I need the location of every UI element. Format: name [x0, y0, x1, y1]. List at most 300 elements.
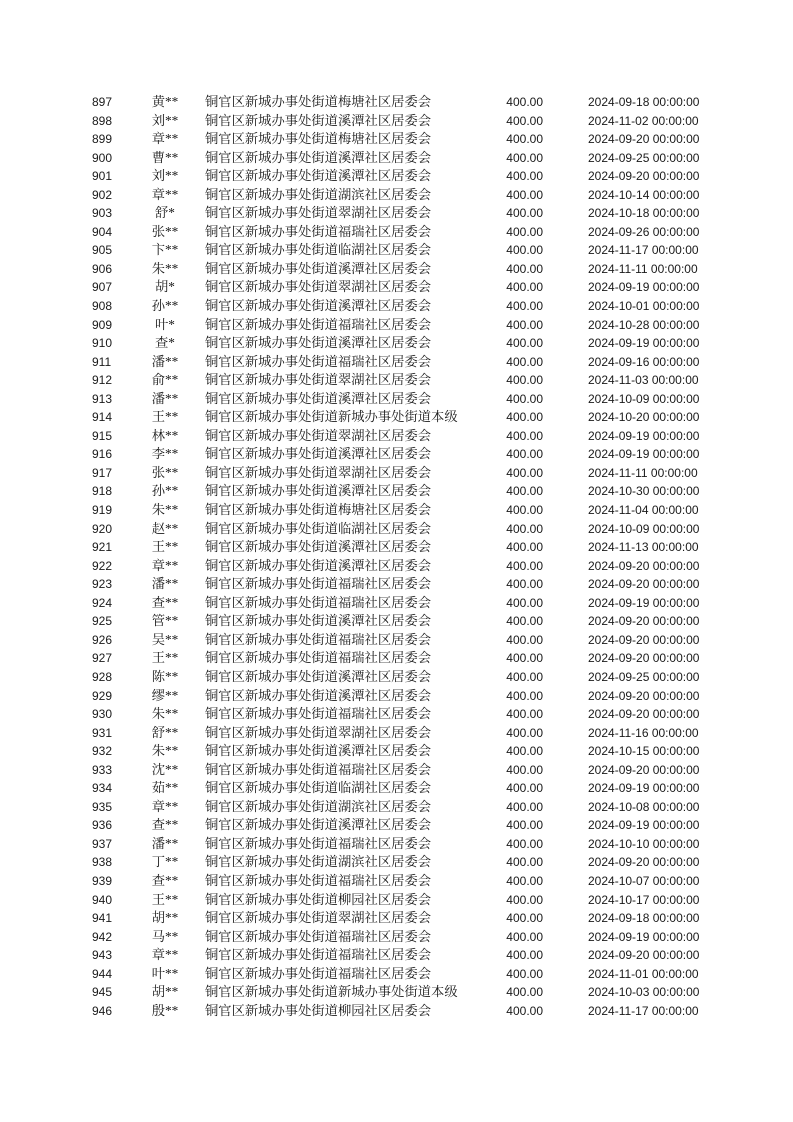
person-name: 赵**: [151, 520, 179, 536]
org-name: 铜官区新城办事处街道柳园社区居委会: [205, 891, 432, 907]
amount: 400.00: [506, 781, 543, 796]
timestamp: 2024-11-11 00:00:00: [588, 465, 698, 480]
amount: 400.00: [506, 113, 543, 128]
table-row: [0, 112, 793, 131]
org-name: 铜官区新城办事处街道翠湖社区居委会: [205, 372, 432, 388]
amount: 400.00: [506, 669, 543, 684]
org-name: 铜官区新城办事处街道溪潭社区居委会: [205, 149, 432, 165]
timestamp: 2024-09-16 00:00:00: [588, 354, 700, 369]
table-row: [0, 612, 793, 631]
person-name: 叶**: [151, 965, 179, 981]
timestamp: 2024-10-14 00:00:00: [588, 187, 700, 202]
timestamp: 2024-10-03 00:00:00: [588, 985, 700, 1000]
person-name: 查**: [151, 594, 179, 610]
table-row: [0, 891, 793, 910]
timestamp: 2024-09-20 00:00:00: [588, 651, 700, 666]
table-row: [0, 687, 793, 706]
table-row: [0, 427, 793, 446]
row-number: 898: [92, 113, 113, 128]
timestamp: 2024-09-19 00:00:00: [588, 929, 700, 944]
timestamp: 2024-10-09 00:00:00: [588, 521, 700, 536]
person-name: 孙**: [151, 298, 179, 314]
row-number: 913: [92, 391, 113, 406]
org-name: 铜官区新城办事处街道福瑞社区居委会: [205, 594, 432, 610]
amount: 400.00: [506, 465, 543, 480]
timestamp: 2024-09-26 00:00:00: [588, 224, 700, 239]
timestamp: 2024-10-30 00:00:00: [588, 484, 700, 499]
row-number: 917: [92, 465, 113, 480]
person-name: 章**: [151, 186, 179, 202]
row-number: 906: [92, 261, 113, 276]
payment-list: [0, 93, 793, 1020]
amount: 400.00: [506, 836, 543, 851]
org-name: 铜官区新城办事处街道福瑞社区居委会: [205, 353, 432, 369]
person-name: 查**: [151, 872, 179, 888]
timestamp: 2024-09-20 00:00:00: [588, 632, 700, 647]
timestamp: 2024-10-28 00:00:00: [588, 317, 700, 332]
amount: 400.00: [506, 521, 543, 536]
table-row: [0, 297, 793, 316]
amount: 400.00: [506, 707, 543, 722]
person-name: 章**: [151, 131, 179, 147]
table-row: [0, 928, 793, 947]
timestamp: 2024-09-19 00:00:00: [588, 781, 700, 796]
timestamp: 2024-11-01 00:00:00: [588, 966, 699, 981]
table-row: [0, 520, 793, 539]
table-row: [0, 186, 793, 205]
person-name: 王**: [151, 539, 179, 555]
person-name: 潘**: [151, 353, 179, 369]
amount: 400.00: [506, 1003, 543, 1018]
amount: 400.00: [506, 261, 543, 276]
row-number: 938: [92, 855, 113, 870]
amount: 400.00: [506, 818, 543, 833]
table-row: [0, 260, 793, 279]
amount: 400.00: [506, 169, 543, 184]
timestamp: 2024-10-15 00:00:00: [588, 744, 700, 759]
person-name: 胡*: [155, 279, 175, 295]
org-name: 铜官区新城办事处街道梅塘社区居委会: [205, 131, 432, 147]
amount: 400.00: [506, 725, 543, 740]
timestamp: 2024-09-20 00:00:00: [588, 577, 700, 592]
table-row: [0, 334, 793, 353]
amount: 400.00: [506, 373, 543, 388]
amount: 400.00: [506, 595, 543, 610]
timestamp: 2024-09-20 00:00:00: [588, 948, 700, 963]
org-name: 铜官区新城办事处街道梅塘社区居委会: [205, 94, 432, 109]
row-number: 926: [92, 632, 113, 647]
row-number: 916: [92, 447, 113, 462]
table-row: [0, 278, 793, 297]
row-number: 927: [92, 651, 113, 666]
org-name: 铜官区新城办事处街道溪潭社区居委会: [205, 817, 432, 833]
timestamp: 2024-11-17 00:00:00: [588, 243, 699, 258]
org-name: 铜官区新城办事处街道溪潭社区居委会: [205, 668, 432, 684]
person-name: 李**: [151, 446, 179, 462]
table-row: [0, 538, 793, 557]
person-name: 陈**: [151, 668, 179, 684]
amount: 400.00: [506, 280, 543, 295]
org-name: 铜官区新城办事处街道溪潭社区居委会: [205, 335, 432, 351]
amount: 400.00: [506, 354, 543, 369]
amount: 400.00: [506, 577, 543, 592]
timestamp: 2024-10-01 00:00:00: [588, 299, 700, 314]
table-row: [0, 872, 793, 891]
org-name: 铜官区新城办事处街道溪潭社区居委会: [205, 260, 432, 276]
org-name: 铜官区新城办事处街道临湖社区居委会: [205, 242, 432, 258]
row-number: 937: [92, 836, 113, 851]
table-row: [0, 649, 793, 668]
timestamp: 2024-11-02 00:00:00: [588, 113, 699, 128]
amount: 400.00: [506, 447, 543, 462]
amount: 400.00: [506, 948, 543, 963]
org-name: 铜官区新城办事处街道福瑞社区居委会: [205, 576, 432, 592]
row-number: 932: [92, 744, 113, 759]
row-number: 920: [92, 521, 113, 536]
person-name: 刘**: [151, 168, 179, 184]
table-row: [0, 594, 793, 613]
org-name: 铜官区新城办事处街道福瑞社区居委会: [205, 631, 432, 647]
row-number: 904: [92, 224, 113, 239]
row-number: 941: [92, 911, 113, 926]
row-number: 923: [92, 577, 113, 592]
row-number: 928: [92, 669, 113, 684]
person-name: 朱**: [151, 260, 179, 276]
row-number: 919: [92, 503, 113, 518]
person-name: 胡**: [151, 984, 179, 1000]
table-row: [0, 130, 793, 149]
amount: 400.00: [506, 929, 543, 944]
row-number: 940: [92, 892, 113, 907]
timestamp: 2024-09-20 00:00:00: [588, 614, 700, 629]
amount: 400.00: [506, 688, 543, 703]
person-name: 孙**: [151, 483, 179, 499]
amount: 400.00: [506, 224, 543, 239]
timestamp: 2024-11-03 00:00:00: [588, 373, 699, 388]
table-row: [0, 445, 793, 464]
row-number: 902: [92, 187, 113, 202]
amount: 400.00: [506, 911, 543, 926]
table-row: [0, 93, 793, 112]
person-name: 朱**: [151, 502, 179, 518]
person-name: 查*: [155, 335, 175, 351]
table-row: [0, 501, 793, 520]
table-row: [0, 779, 793, 798]
timestamp: 2024-09-18 00:00:00: [588, 95, 700, 109]
amount: 400.00: [506, 892, 543, 907]
row-number: 908: [92, 299, 113, 314]
person-name: 卞**: [151, 242, 179, 258]
amount: 400.00: [506, 966, 543, 981]
row-number: 901: [92, 169, 113, 184]
timestamp: 2024-09-19 00:00:00: [588, 447, 700, 462]
table-row: [0, 965, 793, 984]
amount: 400.00: [506, 985, 543, 1000]
amount: 400.00: [506, 132, 543, 147]
timestamp: 2024-09-20 00:00:00: [588, 132, 700, 147]
person-name: 缪**: [151, 687, 179, 703]
amount: 400.00: [506, 873, 543, 888]
table-row: [0, 408, 793, 427]
amount: 400.00: [506, 187, 543, 202]
timestamp: 2024-09-19 00:00:00: [588, 595, 700, 610]
row-number: 914: [92, 410, 113, 425]
org-name: 铜官区新城办事处街道福瑞社区居委会: [205, 316, 432, 332]
row-number: 934: [92, 781, 113, 796]
timestamp: 2024-11-13 00:00:00: [588, 540, 699, 555]
timestamp: 2024-10-10 00:00:00: [588, 836, 700, 851]
table-row: [0, 167, 793, 186]
timestamp: 2024-09-25 00:00:00: [588, 669, 700, 684]
row-number: 918: [92, 484, 113, 499]
amount: 400.00: [506, 317, 543, 332]
person-name: 吴**: [151, 631, 179, 647]
table-row: [0, 798, 793, 817]
table-row: [0, 316, 793, 335]
person-name: 潘**: [151, 390, 179, 406]
org-name: 铜官区新城办事处街道新城办事处街道本级: [205, 409, 458, 425]
table-row: [0, 909, 793, 928]
table-row: [0, 464, 793, 483]
amount: 400.00: [506, 614, 543, 629]
row-number: 924: [92, 595, 113, 610]
org-name: 铜官区新城办事处街道翠湖社区居委会: [205, 724, 432, 740]
row-number: 925: [92, 614, 113, 629]
table-row: [0, 761, 793, 780]
table-row: [0, 853, 793, 872]
timestamp: 2024-09-25 00:00:00: [588, 150, 700, 165]
person-name: 潘**: [151, 835, 179, 851]
org-name: 铜官区新城办事处街道福瑞社区居委会: [205, 872, 432, 888]
org-name: 铜官区新城办事处街道福瑞社区居委会: [205, 706, 432, 722]
row-number: 929: [92, 688, 113, 703]
amount: 400.00: [506, 855, 543, 870]
row-number: 943: [92, 948, 113, 963]
table-row: [0, 371, 793, 390]
row-number: 946: [92, 1003, 113, 1018]
row-number: 933: [92, 762, 113, 777]
amount: 400.00: [506, 503, 543, 518]
table-row: [0, 557, 793, 576]
row-number: 912: [92, 373, 113, 388]
row-number: 915: [92, 428, 113, 443]
timestamp: 2024-09-20 00:00:00: [588, 707, 700, 722]
person-name: 王**: [151, 409, 179, 425]
timestamp: 2024-10-20 00:00:00: [588, 410, 700, 425]
table-row: [0, 241, 793, 260]
person-name: 刘**: [151, 112, 179, 128]
person-name: 章**: [151, 947, 179, 963]
person-name: 黄**: [151, 94, 179, 109]
org-name: 铜官区新城办事处街道溪潭社区居委会: [205, 613, 432, 629]
timestamp: 2024-10-07 00:00:00: [588, 873, 700, 888]
row-number: 936: [92, 818, 113, 833]
row-number: 944: [92, 966, 113, 981]
amount: 400.00: [506, 799, 543, 814]
org-name: 铜官区新城办事处街道湖滨社区居委会: [205, 854, 432, 870]
org-name: 铜官区新城办事处街道福瑞社区居委会: [205, 223, 432, 239]
org-name: 铜官区新城办事处街道溪潭社区居委会: [205, 446, 432, 462]
org-name: 铜官区新城办事处街道湖滨社区居委会: [205, 798, 432, 814]
org-name: 铜官区新城办事处街道福瑞社区居委会: [205, 947, 432, 963]
timestamp: 2024-09-19 00:00:00: [588, 280, 700, 295]
row-number: 945: [92, 985, 113, 1000]
row-number: 910: [92, 336, 113, 351]
amount: 400.00: [506, 484, 543, 499]
amount: 400.00: [506, 651, 543, 666]
person-name: 林**: [151, 427, 179, 443]
person-name: 管**: [151, 613, 179, 629]
person-name: 殷**: [151, 1002, 179, 1018]
amount: 400.00: [506, 410, 543, 425]
row-number: 900: [92, 150, 113, 165]
org-name: 铜官区新城办事处街道临湖社区居委会: [205, 780, 432, 796]
row-number: 939: [92, 873, 113, 888]
person-name: 茹**: [151, 780, 179, 796]
timestamp: 2024-10-17 00:00:00: [588, 892, 700, 907]
timestamp: 2024-09-19 00:00:00: [588, 818, 700, 833]
org-name: 铜官区新城办事处街道福瑞社区居委会: [205, 650, 432, 666]
amount: 400.00: [506, 428, 543, 443]
person-name: 俞**: [151, 372, 179, 388]
timestamp: 2024-09-20 00:00:00: [588, 762, 700, 777]
row-number: 930: [92, 707, 113, 722]
row-number: 903: [92, 206, 113, 221]
table-row: [0, 482, 793, 501]
amount: 400.00: [506, 95, 543, 109]
amount: 400.00: [506, 206, 543, 221]
timestamp: 2024-11-17 00:00:00: [588, 1003, 699, 1018]
table-row: [0, 724, 793, 743]
timestamp: 2024-11-04 00:00:00: [588, 503, 699, 518]
org-name: 铜官区新城办事处街道湖滨社区居委会: [205, 186, 432, 202]
org-name: 铜官区新城办事处街道溪潭社区居委会: [205, 483, 432, 499]
amount: 400.00: [506, 744, 543, 759]
amount: 400.00: [506, 540, 543, 555]
person-name: 章**: [151, 557, 179, 573]
person-name: 潘**: [151, 576, 179, 592]
row-number: 897: [92, 95, 113, 109]
table-row: [0, 149, 793, 168]
table-row: [0, 668, 793, 687]
table-row: [0, 353, 793, 372]
org-name: 铜官区新城办事处街道柳园社区居委会: [205, 1002, 432, 1018]
row-number: 911: [92, 354, 112, 369]
org-name: 铜官区新城办事处街道福瑞社区居委会: [205, 928, 432, 944]
person-name: 王**: [151, 650, 179, 666]
table-row: [0, 946, 793, 965]
org-name: 铜官区新城办事处街道翠湖社区居委会: [205, 279, 432, 295]
table-row: [0, 742, 793, 761]
org-name: 铜官区新城办事处街道溪潭社区居委会: [205, 112, 432, 128]
org-name: 铜官区新城办事处街道溪潭社区居委会: [205, 687, 432, 703]
table-row: [0, 816, 793, 835]
timestamp: 2024-09-20 00:00:00: [588, 558, 700, 573]
table-row: [0, 631, 793, 650]
amount: 400.00: [506, 632, 543, 647]
row-number: 907: [92, 280, 113, 295]
timestamp: 2024-11-11 00:00:00: [588, 261, 698, 276]
row-number: 905: [92, 243, 113, 258]
org-name: 铜官区新城办事处街道福瑞社区居委会: [205, 761, 432, 777]
org-name: 铜官区新城办事处街道溪潭社区居委会: [205, 743, 432, 759]
amount: 400.00: [506, 243, 543, 258]
amount: 400.00: [506, 391, 543, 406]
org-name: 铜官区新城办事处街道翠湖社区居委会: [205, 205, 432, 221]
row-number: 909: [92, 317, 113, 332]
row-number: 931: [92, 725, 113, 740]
timestamp: 2024-09-20 00:00:00: [588, 169, 700, 184]
table-row: [0, 204, 793, 223]
timestamp: 2024-09-19 00:00:00: [588, 336, 700, 351]
table-row: [0, 390, 793, 409]
table-row: [0, 835, 793, 854]
table-row: [0, 223, 793, 242]
person-name: 曹**: [151, 149, 179, 165]
row-number: 942: [92, 929, 113, 944]
table-row: [0, 705, 793, 724]
person-name: 胡**: [151, 910, 179, 926]
org-name: 铜官区新城办事处街道梅塘社区居委会: [205, 502, 432, 518]
person-name: 张**: [151, 464, 179, 480]
person-name: 朱**: [151, 706, 179, 722]
person-name: 舒*: [155, 205, 175, 221]
timestamp: 2024-09-18 00:00:00: [588, 911, 700, 926]
org-name: 铜官区新城办事处街道溪潭社区居委会: [205, 539, 432, 555]
org-name: 铜官区新城办事处街道翠湖社区居委会: [205, 427, 432, 443]
row-number: 899: [92, 132, 113, 147]
org-name: 铜官区新城办事处街道溪潭社区居委会: [205, 168, 432, 184]
org-name: 铜官区新城办事处街道福瑞社区居委会: [205, 965, 432, 981]
person-name: 舒**: [151, 724, 179, 740]
org-name: 铜官区新城办事处街道临湖社区居委会: [205, 520, 432, 536]
amount: 400.00: [506, 558, 543, 573]
person-name: 王**: [151, 891, 179, 907]
timestamp: 2024-09-19 00:00:00: [588, 428, 700, 443]
amount: 400.00: [506, 336, 543, 351]
timestamp: 2024-10-08 00:00:00: [588, 799, 700, 814]
person-name: 叶*: [155, 316, 175, 332]
row-number: 922: [92, 558, 113, 573]
org-name: 铜官区新城办事处街道翠湖社区居委会: [205, 910, 432, 926]
person-name: 沈**: [151, 761, 179, 777]
person-name: 张**: [151, 223, 179, 239]
person-name: 丁**: [151, 854, 179, 870]
org-name: 铜官区新城办事处街道溪潭社区居委会: [205, 557, 432, 573]
timestamp: 2024-09-20 00:00:00: [588, 688, 700, 703]
org-name: 铜官区新城办事处街道溪潭社区居委会: [205, 390, 432, 406]
timestamp: 2024-10-18 00:00:00: [588, 206, 700, 221]
amount: 400.00: [506, 150, 543, 165]
org-name: 铜官区新城办事处街道翠湖社区居委会: [205, 464, 432, 480]
timestamp: 2024-11-16 00:00:00: [588, 725, 699, 740]
person-name: 章**: [151, 798, 179, 814]
person-name: 朱**: [151, 743, 179, 759]
org-name: 铜官区新城办事处街道新城办事处街道本级: [205, 984, 458, 1000]
amount: 400.00: [506, 762, 543, 777]
amount: 400.00: [506, 299, 543, 314]
person-name: 查**: [151, 817, 179, 833]
org-name: 铜官区新城办事处街道溪潭社区居委会: [205, 298, 432, 314]
row-number: 935: [92, 799, 113, 814]
timestamp: 2024-10-09 00:00:00: [588, 391, 700, 406]
table-row: [0, 575, 793, 594]
person-name: 马**: [151, 928, 179, 944]
row-number: 921: [92, 540, 113, 555]
table-row: [0, 983, 793, 1002]
org-name: 铜官区新城办事处街道福瑞社区居委会: [205, 835, 432, 851]
timestamp: 2024-09-20 00:00:00: [588, 855, 700, 870]
